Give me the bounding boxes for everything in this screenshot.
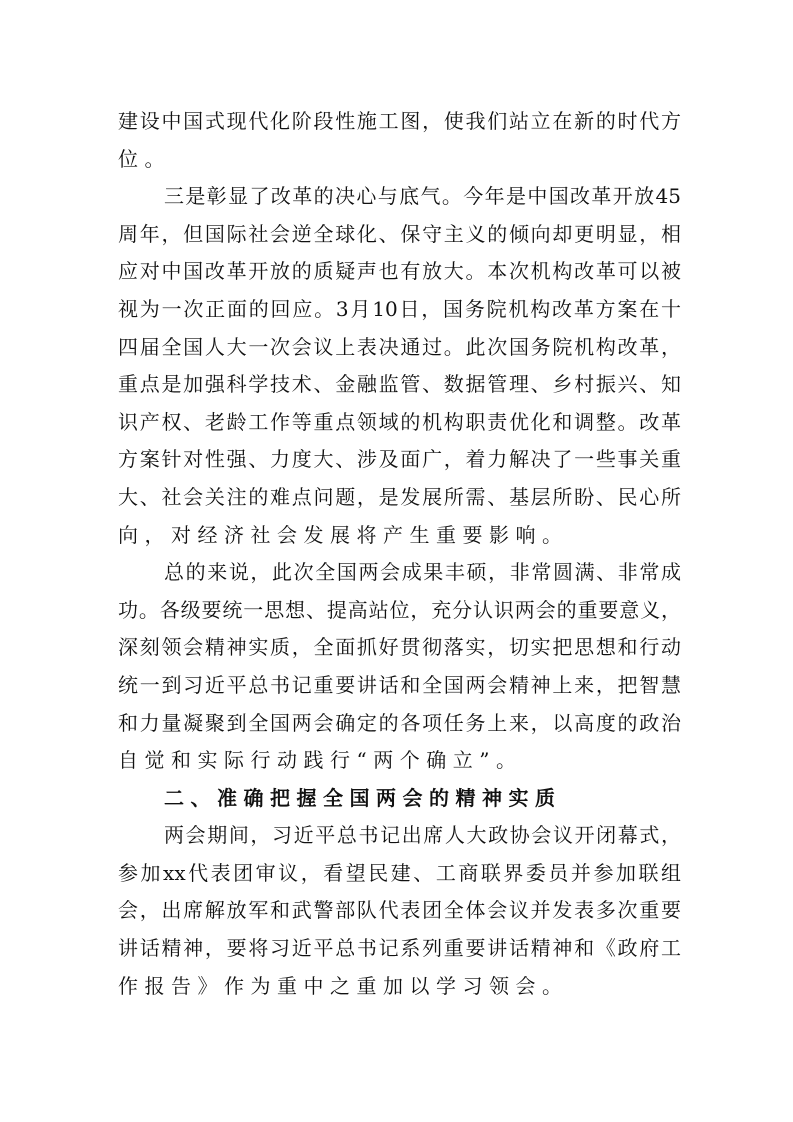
text-line: 视为一次正面的回应。3月10日，国务院机构改革方案在十 [118, 296, 681, 321]
text-line: 总的来说，此次全国两会成果丰硕，非常圆满、非常成 [164, 560, 681, 585]
text-line: 会，出席解放军和武警部队代表团全体会议并发表多次重要 [118, 898, 681, 923]
text-line: 功。各级要统一思想、提高站位，充分认识两会的重要意义， [118, 597, 681, 622]
text-line: 重点是加强科学技术、金融监管、数据管理、乡村振兴、知 [118, 372, 681, 397]
text-line: 四届全国人大一次会议上表决通过。此次国务院机构改革， [118, 334, 681, 359]
paragraph [118, 554, 681, 780]
text-line: 应对中国改革开放的质疑声也有放大。本次机构改革可以被 [118, 259, 681, 284]
paragraph [118, 178, 681, 554]
text-line: 二、准确把握全国两会的精神实质 [164, 785, 562, 810]
text-line: 向，对经济社会发展将产生重要影响。 [118, 522, 569, 547]
document-page [118, 103, 681, 1005]
text-line: 识产权、老龄工作等重点领域的机构职责优化和调整。改革 [118, 409, 681, 434]
text-line: 建设中国式现代化阶段性施工图，使我们站立在新的时代方 [118, 109, 681, 133]
section-heading [118, 780, 681, 818]
text-line: 周年，但国际社会逆全球化、保守主义的倾向却更明显，相 [118, 221, 681, 246]
text-line: 大、社会关注的难点问题，是发展所需、基层所盼、民心所 [118, 484, 681, 509]
text-line: 和力量凝聚到全国两会确定的各项任务上来，以高度的政治 [118, 710, 681, 735]
text-line: 作报告》作为重中之重加以学习领会。 [118, 973, 569, 998]
paragraph [118, 103, 681, 178]
paragraph [118, 817, 681, 1005]
text-line: 讲话精神，要将习近平总书记系列重要讲话精神和《政府工 [118, 936, 681, 961]
text-line: 三是彰显了改革的决心与底气。今年是中国改革开放45 [164, 184, 681, 209]
text-line: 统一到习近平总书记重要讲话和全国两会精神上来，把智慧 [118, 672, 681, 697]
text-line: 方案针对性强、力度大、涉及面广，着力解决了一些事关重 [118, 447, 681, 472]
text-line: 位。 [118, 146, 171, 171]
text-line: 深刻领会精神实质，全面抓好贯彻落实，切实把思想和行动 [118, 635, 681, 660]
text-line: 两会期间，习近平总书记出席人大政协会议开闭幕式， [164, 823, 681, 848]
text-line: 参加xx代表团审议，看望民建、工商联界委员并参加联组 [118, 860, 681, 885]
text-line: 自觉和实际行动践行“两个确立”。 [118, 748, 523, 773]
